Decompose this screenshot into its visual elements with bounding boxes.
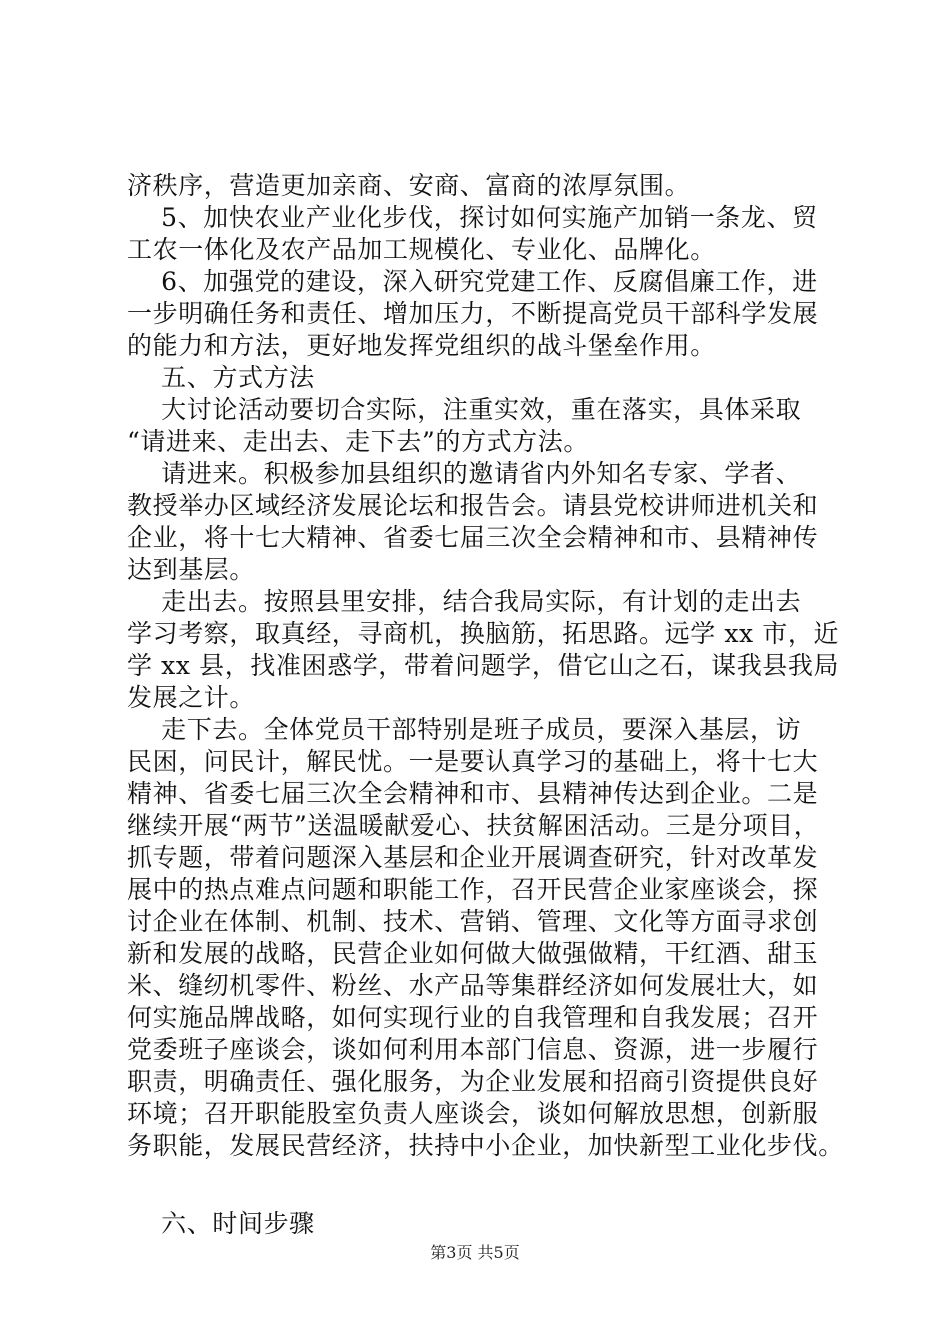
text-line: 党委班子座谈会，谈如何利用本部门信息、资源，进一步履行: [127, 1035, 819, 1064]
text-line: 精神、省委七届三次全会精神和市、县精神传达到企业。二是: [127, 779, 819, 808]
text-line: “请进来、走出去、走下去”的方式方法。: [127, 427, 589, 456]
text-line: 民困，问民计，解民忧。一是要认真学习的基础上，将十七大: [127, 747, 819, 776]
text-line: 6、加强党的建设，深入研究党建工作、反腐倡廉工作，进: [127, 267, 818, 296]
text-line: 务职能，发展民营经济，扶持中小企业，加快新型工业化步伐。: [127, 1131, 844, 1160]
text-line: 企业，将十七大精神、省委七届三次全会精神和市、县精神传: [127, 523, 819, 552]
text-line: 教授举办区域经济发展论坛和报告会。请县党校讲师进机关和: [127, 491, 819, 520]
text-line: 何实施品牌战略，如何实现行业的自我管理和自我发展；召开: [127, 1003, 819, 1032]
section-heading: 六、时间步骤: [127, 1209, 315, 1238]
text-line: 发展之计。: [127, 683, 256, 712]
text-line: 济秩序，营造更加亲商、安商、富商的浓厚氛围。: [127, 171, 691, 200]
section-heading: 五、方式方法: [127, 363, 315, 392]
text-line: 继续开展“两节”送温暖献爱心、扶贫解困活动。三是分项目，: [127, 811, 820, 840]
text-line: 学习考察，取真经，寻商机，换脑筋，拓思路。远学 xx 市，近: [127, 619, 840, 648]
text-line: 新和发展的战略，民营企业如何做大做强做精，干红酒、甜玉: [127, 939, 819, 968]
text-line: 米、缝纫机零件、粉丝、水产品等集群经济如何发展壮大，如: [127, 971, 819, 1000]
text-line: 职责，明确责任、强化服务，为企业发展和招商引资提供良好: [127, 1067, 819, 1096]
text-line: 走下去。全体党员干部特别是班子成员，要深入基层，访: [127, 715, 802, 744]
text-line: 环境；召开职能股室负责人座谈会，谈如何解放思想，创新服: [127, 1099, 819, 1128]
page-footer: 第3页 共5页: [430, 1243, 520, 1262]
text-line: 达到基层。: [127, 555, 256, 584]
text-line: 学 xx 县，找准困惑学，带着问题学，借它山之石，谋我县我局: [127, 651, 840, 680]
text-line: 5、加快农业产业化步伐，探讨如何实施产加销一条龙、贸: [127, 203, 818, 232]
text-line: 走出去。按照县里安排，结合我局实际，有计划的走出去: [127, 587, 802, 616]
text-line: 一步明确任务和责任、增加压力，不断提高党员干部科学发展: [127, 299, 819, 328]
text-line: 请进来。积极参加县组织的邀请省内外知名专家、学者、: [127, 459, 802, 488]
text-line: 工农一体化及农产品加工规模化、专业化、品牌化。: [127, 235, 716, 264]
text-line: 大讨论活动要切合实际，注重实效，重在落实，具体采取: [127, 395, 802, 424]
text-line: 讨企业在体制、机制、技术、营销、管理、文化等方面寻求创: [127, 907, 819, 936]
text-line: 抓专题，带着问题深入基层和企业开展调查研究，针对改革发: [127, 843, 819, 872]
text-line: 的能力和方法，更好地发挥党组织的战斗堡垒作用。: [127, 331, 716, 360]
text-line: 展中的热点难点问题和职能工作，召开民营企业家座谈会，探: [127, 875, 819, 904]
